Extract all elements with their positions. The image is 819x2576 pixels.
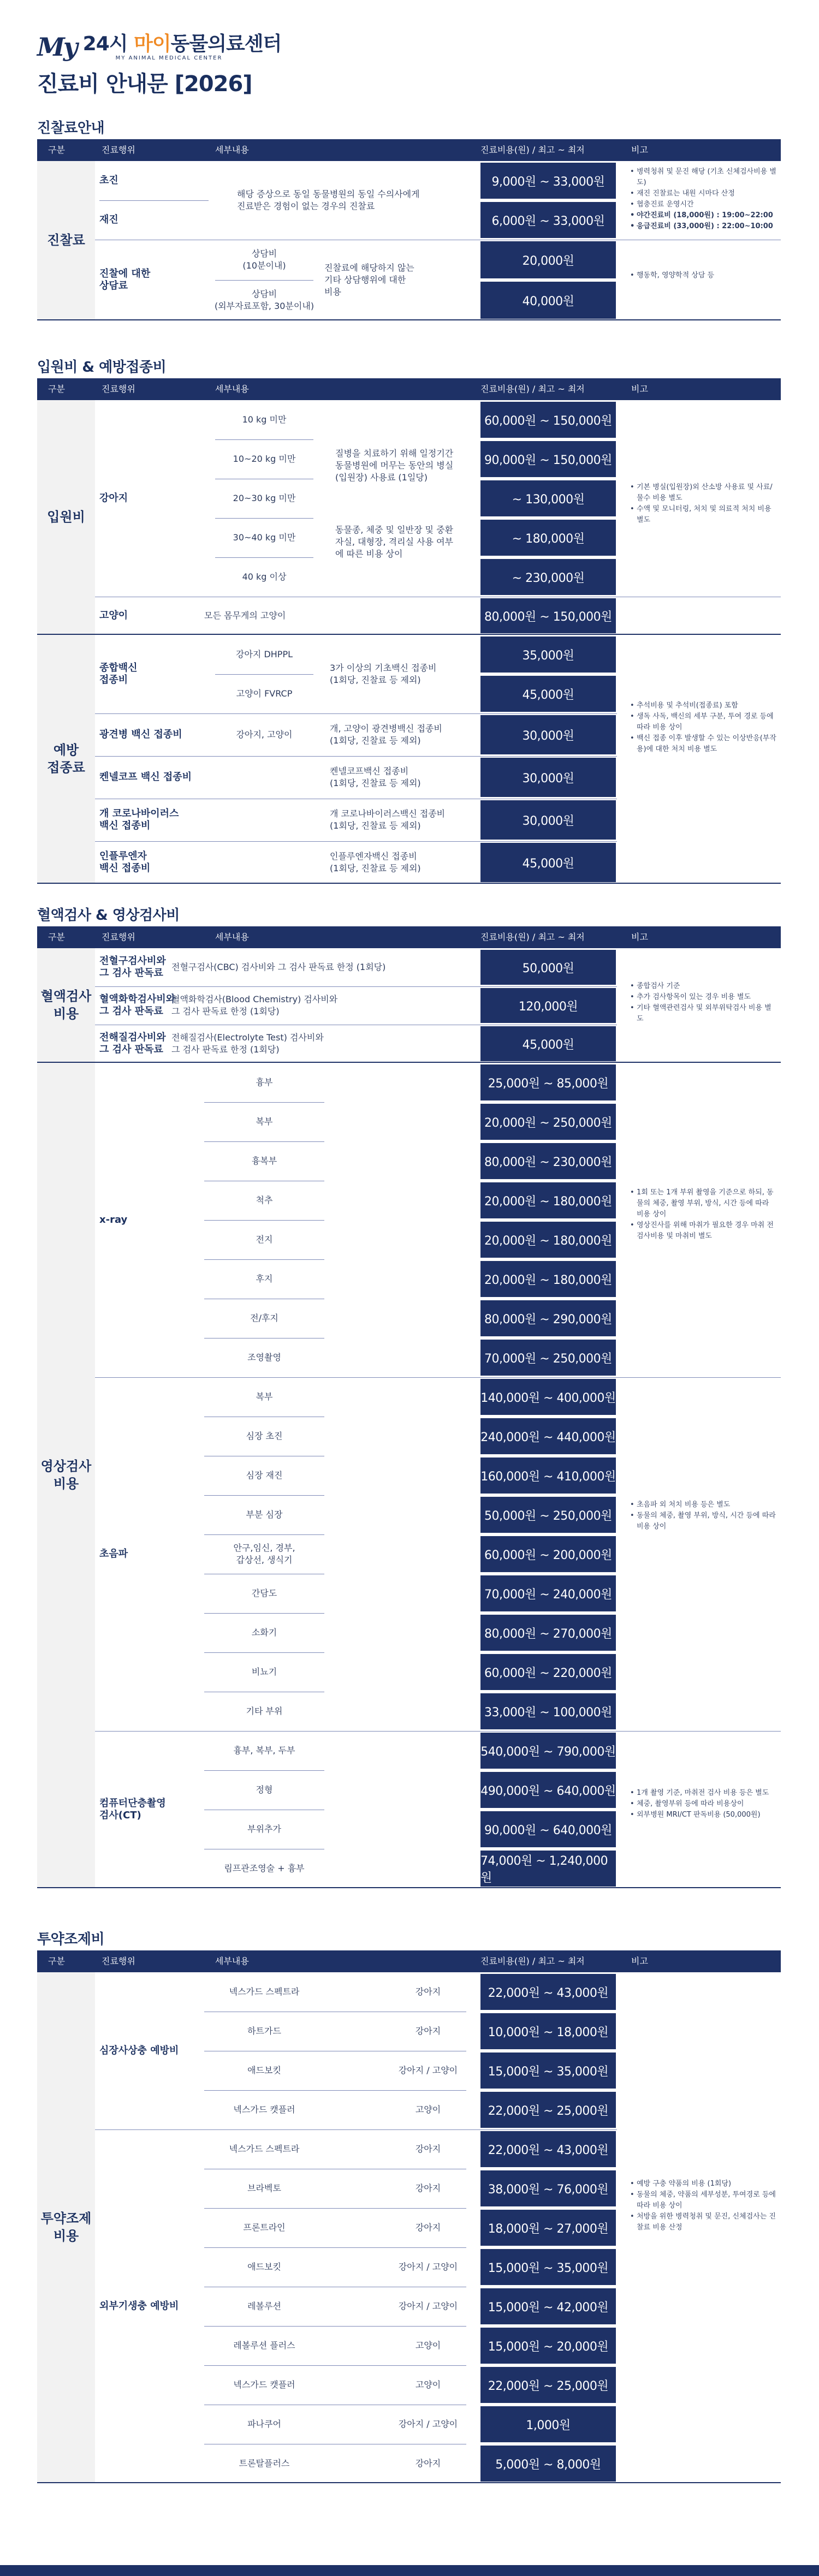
price-dog-1: 90,000원 ~ 150,000원 — [480, 441, 616, 477]
note-blood-item: • 종합검사 기준 — [630, 981, 778, 992]
hospital-name-en: MY ANIMAL MEDICAL CENTER — [115, 55, 223, 61]
act-external: 외부기생충 예방비 — [99, 2300, 179, 2312]
animal-ext-8: 강아지 — [415, 2458, 441, 2468]
price-us-2: 160,000원 ~ 410,000원 — [480, 1457, 616, 1494]
note-ultrasound — [630, 1500, 778, 1532]
sub-ct-0: 흉부, 복부, 두부 — [233, 1745, 295, 1756]
note-blood — [630, 981, 778, 1025]
price-xray-5: 20,000원 ~ 180,000원 — [480, 1261, 616, 1297]
group-consultation-category: 진찰료 — [37, 161, 95, 319]
group-imaging-category: 영상검사 비용 — [37, 1063, 95, 1887]
section-consultation-col-detail: 세부내용 — [215, 145, 249, 155]
detail-counsel: 진찰료에 해당하지 않는 기타 상담행위에 대한 비용 — [324, 263, 414, 297]
sub-us-7: 비뇨기 — [251, 1667, 277, 1677]
note-xray-item: • 영상진사를 위해 마취가 필요한 경우 마취 전 검사비용 및 마취비 별도 — [630, 1220, 778, 1242]
footer-bar — [0, 2565, 819, 2576]
act-xray: x-ray — [99, 1214, 128, 1225]
price-heart-1: 10,000원 ~ 18,000원 — [480, 2013, 616, 2049]
price-us-4: 60,000원 ~ 200,000원 — [480, 1536, 616, 1572]
sub-vaccine-0: 강아지, 고양이 — [236, 729, 293, 740]
group-vaccine — [37, 635, 781, 884]
section-exam-col-price: 진료비용(원) / 최고 ~ 최저 — [480, 932, 585, 942]
section-hospitalization-header — [37, 378, 781, 400]
detail-blood-2: 전해질검사(Electrolyte Test) 검사비와 그 검사 판독료 한정 (1회당) — [171, 1032, 324, 1055]
product-ext-7: 파나쿠어 — [247, 2419, 281, 2429]
act-blood-0: 전혈구검사비와 그 검사 판독료 — [99, 955, 166, 979]
detail-blood-1: 혈액화학검사(Blood Chemistry) 검사비와 그 검사 판독료 한정 (1회당) — [171, 994, 338, 1016]
act-vaccine-0: 광견병 백신 접종비 — [99, 729, 182, 740]
section-medication-col-cat: 구분 — [48, 1956, 65, 1966]
product-ext-4: 레볼루션 — [247, 2301, 281, 2311]
section-consultation-header — [37, 139, 781, 161]
section-consultation-title: 진찰료안내 — [37, 120, 105, 136]
act-revisit: 재진 — [99, 214, 118, 225]
sub-ct-3: 림프관조영술 + 흉부 — [224, 1863, 305, 1873]
animal-ext-5: 고양이 — [415, 2340, 441, 2351]
sub-weight-4: 40 kg 이상 — [242, 572, 287, 582]
price-vaccine-1: 30,000원 — [480, 758, 616, 797]
price-cat: 80,000원 ~ 150,000원 — [480, 598, 616, 633]
sub-xray-2: 흉복부 — [251, 1156, 277, 1166]
price-vaccine-3: 45,000원 — [480, 843, 616, 882]
price-dog-0: 60,000원 ~ 150,000원 — [480, 402, 616, 438]
product-ext-0: 넥스가드 스펙트라 — [229, 2144, 300, 2154]
note-visit-item: • 재진 진찰료는 내원 시마다 산정 — [630, 188, 778, 199]
note-ultrasound-item: • 동물의 체중, 촬영 부위, 방식, 시간 등에 따라 비용 상이 — [630, 1510, 778, 1532]
price-ext-5: 15,000원 ~ 20,000원 — [480, 2328, 616, 2364]
sub-weight-1: 10~20 kg 미만 — [233, 454, 296, 464]
note-ct-item: • 외부병원 MRI/CT 판독비용 (50,000원) — [630, 1810, 778, 1821]
logo — [37, 32, 791, 62]
section-hospitalization-col-detail: 세부내용 — [215, 384, 249, 394]
act-cat: 고양이 — [99, 610, 128, 621]
act-ct: 컴퓨터단층촬영 검사(CT) — [99, 1798, 166, 1821]
detail-cat: 모든 몸무게의 고양이 — [204, 610, 286, 621]
animal-ext-0: 강아지 — [415, 2144, 441, 2154]
price-combo-dog: 35,000원 — [480, 636, 616, 673]
divider-counsel-sub — [215, 280, 313, 281]
price-xray-3: 20,000원 ~ 180,000원 — [480, 1182, 616, 1218]
note-ct-item: • 1개 촬영 기준, 마취전 검사 비용 등은 별도 — [630, 1788, 778, 1799]
note-medication-item: • 처방을 위한 병력청취 및 문진, 신체검사는 진찰료 비용 산정 — [630, 2211, 778, 2233]
product-heart-1: 하트가드 — [247, 2026, 281, 2036]
price-heart-2: 15,000원 ~ 35,000원 — [480, 2053, 616, 2089]
note-visit-item: • 협충진료 운영시간 — [630, 199, 778, 210]
note-visit-item: • 야간진료비 (18,000원) : 19:00~22:00 — [630, 210, 778, 221]
section-hospitalization-col-price: 진료비용(원) / 최고 ~ 최저 — [480, 384, 585, 394]
price-ext-7: 1,000원 — [480, 2406, 616, 2442]
note-xray — [630, 1187, 778, 1242]
sub-xray-3: 척추 — [256, 1195, 273, 1205]
animal-heart-1: 강아지 — [415, 2026, 441, 2036]
section-exam-col-act: 진료행위 — [102, 932, 135, 942]
price-us-1: 240,000원 ~ 440,000원 — [480, 1418, 616, 1454]
divider-weight — [215, 557, 313, 558]
detail-vaccine-3: 인플루엔자백신 접종비 (1회당, 진찰료 등 제외) — [330, 851, 421, 873]
note-counsel-item: • 행동학, 영양학적 상담 등 — [630, 270, 778, 281]
sub-counsel-10min: 상담비 (10분이내) — [242, 248, 286, 271]
animal-ext-6: 고양이 — [415, 2379, 441, 2390]
note-xray-item: • 1회 또는 1개 부위 촬영을 기준으로 하되, 동물의 체중, 촬영 부위, 방식, 시간 등에 따라 비용 상이 — [630, 1187, 778, 1220]
sub-weight-0: 10 kg 미만 — [242, 414, 287, 425]
section-hospitalization-col-note: 비고 — [631, 384, 648, 394]
note-medication-item: • 예방 구충 약품의 비용 (1회당) — [630, 2179, 778, 2190]
price-ext-2: 18,000원 ~ 27,000원 — [480, 2210, 616, 2246]
detail-combo: 3가 이상의 기초백신 접종비 (1회당, 진찰료 등 제외) — [330, 663, 437, 685]
section-medication-header — [37, 1950, 781, 1972]
hospital-name: 24시 마이동물의료센터 — [82, 32, 282, 55]
price-dog-2: ~ 130,000원 — [480, 480, 616, 516]
note-ultrasound-item: • 초음파 외 처치 비용 등은 별도 — [630, 1500, 778, 1510]
section-medication-title: 투약조제비 — [37, 1931, 105, 1948]
price-xray-7: 70,000원 ~ 250,000원 — [480, 1340, 616, 1376]
detail-vaccine-2: 개 코로나바이러스백신 접종비 (1회당, 진찰료 등 제외) — [330, 808, 446, 831]
price-us-7: 60,000원 ~ 220,000원 — [480, 1654, 616, 1690]
price-vaccine-2: 30,000원 — [480, 800, 616, 840]
price-ext-6: 22,000원 ~ 25,000원 — [480, 2367, 616, 2403]
note-blood-item: • 추가 검사항목이 있는 경우 비용 별도 — [630, 992, 778, 1003]
note-visit-item: • 병력청취 및 문진 해당 (기초 신체검사비용 별도) — [630, 166, 778, 188]
act-counsel: 진찰에 대한 상담료 — [99, 268, 151, 291]
note-hospitalization — [630, 482, 778, 526]
act-dog: 강아지 — [99, 492, 128, 504]
product-ext-2: 프론트라인 — [243, 2222, 286, 2233]
section-exam-title: 혈액검사 & 영상검사비 — [37, 907, 180, 924]
price-us-5: 70,000원 ~ 240,000원 — [480, 1575, 616, 1611]
animal-ext-4: 강아지 / 고양이 — [398, 2301, 458, 2311]
sub-ct-2: 부위추가 — [247, 1824, 281, 1834]
act-vaccine-1: 켄넬코프 백신 접종비 — [99, 771, 192, 783]
sub-us-8: 기타 부위 — [246, 1706, 283, 1716]
section-consultation — [37, 117, 781, 320]
price-vaccine-0: 30,000원 — [480, 715, 616, 754]
price-ext-8: 5,000원 ~ 8,000원 — [480, 2446, 616, 2482]
note-visit — [630, 166, 778, 232]
sub-xray-0: 흉부 — [256, 1077, 273, 1087]
section-medication-col-detail: 세부내용 — [215, 1956, 249, 1966]
price-blood-0: 50,000원 — [480, 950, 616, 985]
sub-xray-6: 전/후지 — [250, 1313, 278, 1323]
page-title: 진료비 안내문 [2026] — [37, 72, 252, 97]
note-vaccine-item: • 생독 사독, 백신의 세부 구분, 투여 경로 등에 따라 비용 상이 — [630, 711, 778, 733]
act-vaccine-2: 개 코로나바이러스 백신 접종비 — [99, 808, 179, 831]
section-exam-col-note: 비고 — [631, 932, 648, 942]
section-consultation-col-act: 진료행위 — [102, 145, 135, 155]
section-exam-col-cat: 구분 — [48, 932, 65, 942]
animal-heart-2: 강아지 / 고양이 — [398, 2065, 458, 2075]
sub-us-2: 심장 재진 — [246, 1470, 283, 1480]
group-consultation — [37, 161, 781, 320]
price-us-3: 50,000원 ~ 250,000원 — [480, 1497, 616, 1533]
sub-combo-cat: 고양이 FVRCP — [236, 688, 293, 699]
detail-blood-0: 전혈구검사(CBC) 검사비와 그 검사 판독료 한정 (1회당) — [171, 962, 386, 972]
section-hospitalization-col-act: 진료행위 — [102, 384, 135, 394]
note-hospitalization-item: • 수액 및 모니터링, 처치 및 의료적 처치 비용별도 — [630, 504, 778, 526]
detail-vaccine-0: 개, 고양이 광견병백신 접종비 (1회당, 진찰료 등 제외) — [330, 723, 442, 746]
note-medication-item: • 동물의 체중, 약품의 세부성분, 투여경로 등에 따라 비용 상이 — [630, 2190, 778, 2211]
price-heart-3: 22,000원 ~ 25,000원 — [480, 2092, 616, 2128]
sub-counsel-30min: 상담비 (외부자료포함, 30분이내) — [214, 289, 314, 311]
price-xray-2: 80,000원 ~ 230,000원 — [480, 1143, 616, 1179]
product-heart-0: 넥스가드 스펙트라 — [229, 1986, 300, 1997]
sub-us-3: 부분 심장 — [246, 1509, 283, 1520]
sub-xray-5: 후지 — [256, 1274, 273, 1284]
animal-ext-1: 강아지 — [415, 2183, 441, 2193]
product-ext-6: 넥스가드 캣플러 — [233, 2379, 295, 2390]
divider-weight — [215, 518, 313, 519]
animal-ext-7: 강아지 / 고양이 — [398, 2419, 458, 2429]
sub-us-0: 복부 — [256, 1391, 273, 1402]
section-medication — [37, 1929, 781, 2483]
divider-visit — [99, 200, 209, 201]
group-medication — [37, 1972, 781, 2483]
sub-weight-2: 20~30 kg 미만 — [233, 493, 296, 503]
note-vaccine-item: • 백신 접종 이후 발생할 수 있는 이상반응(부작용)에 대한 처치 비용 별도 — [630, 733, 778, 755]
section-exam-col-detail: 세부내용 — [215, 932, 249, 942]
sub-us-1: 심장 초진 — [246, 1431, 283, 1441]
section-hospitalization-col-cat: 구분 — [48, 384, 65, 394]
price-dog-4: ~ 230,000원 — [480, 559, 616, 595]
act-ultrasound: 초음파 — [99, 1548, 128, 1560]
detail-dog-1: 질병을 치료하기 위해 일정기간 동물병원에 머무는 동안의 병실 (입원장) 사용료 (1일당) — [335, 448, 454, 483]
section-exam-header — [37, 926, 781, 948]
act-blood-1: 혈액화학검사비와 그 검사 판독료 — [99, 993, 176, 1017]
group-hospitalization — [37, 400, 781, 635]
price-ext-3: 15,000원 ~ 35,000원 — [480, 2249, 616, 2285]
price-ct-2: 90,000원 ~ 640,000원 — [480, 1811, 616, 1847]
sub-combo-dog: 강아지 DHPPL — [235, 649, 293, 659]
group-blood — [37, 948, 781, 1063]
animal-heart-3: 고양이 — [415, 2104, 441, 2115]
note-hospitalization-item: • 기본 병실(입원장)외 산소방 사용료 및 사료/물수 비용 별도 — [630, 482, 778, 504]
group-hospitalization-category: 입원비 — [37, 400, 95, 634]
page-header — [37, 32, 791, 98]
price-counsel-10min: 20,000원 — [480, 241, 616, 278]
price-us-6: 80,000원 ~ 270,000원 — [480, 1615, 616, 1651]
note-visit-item: • 응급진료비 (33,000원) : 22:00~10:00 — [630, 221, 778, 232]
sub-xray-4: 전지 — [256, 1234, 273, 1245]
price-ct-3: 74,000원 ~ 1,240,000원 — [480, 1851, 616, 1887]
price-us-8: 33,000원 ~ 100,000원 — [480, 1693, 616, 1729]
price-ext-4: 15,000원 ~ 42,000원 — [480, 2288, 616, 2324]
product-ext-1: 브라벡토 — [247, 2183, 281, 2193]
price-revisit: 6,000원 ~ 33,000원 — [480, 202, 616, 238]
group-medication-category: 투약조제 비용 — [37, 1972, 95, 2482]
product-ext-3: 애드보킷 — [247, 2262, 281, 2272]
group-blood-category: 혈액검사 비용 — [37, 948, 95, 1062]
sub-weight-3: 30~40 kg 미만 — [233, 532, 296, 543]
sub-xray-1: 복부 — [256, 1116, 273, 1127]
act-combo-vaccine: 종합백신 접종비 — [99, 662, 138, 686]
price-xray-6: 80,000원 ~ 290,000원 — [480, 1300, 616, 1336]
price-blood-2: 45,000원 — [480, 1026, 616, 1061]
section-medication-col-act: 진료행위 — [102, 1956, 135, 1966]
section-exam — [37, 905, 781, 1888]
price-ct-0: 540,000원 ~ 790,000원 — [480, 1733, 616, 1769]
note-ct — [630, 1788, 778, 1821]
price-first-visit: 9,000원 ~ 33,000원 — [480, 163, 616, 199]
act-first-visit: 초진 — [99, 175, 118, 186]
section-medication-col-price: 진료비용(원) / 최고 ~ 최저 — [480, 1956, 585, 1966]
detail-dog-2: 동물종, 체중 및 일반장 및 중환 자실, 대형장, 격리실 사용 여부 에 따른 비용 상이 — [335, 525, 453, 559]
price-ct-1: 490,000원 ~ 640,000원 — [480, 1772, 616, 1808]
sub-us-5: 간담도 — [251, 1588, 277, 1598]
price-combo-cat: 45,000원 — [480, 676, 616, 712]
act-heartworm: 심장사상충 예방비 — [99, 2045, 179, 2056]
price-xray-4: 20,000원 ~ 180,000원 — [480, 1222, 616, 1258]
section-hospitalization — [37, 356, 781, 884]
price-counsel-30min: 40,000원 — [480, 282, 616, 319]
price-xray-1: 20,000원 ~ 250,000원 — [480, 1104, 616, 1140]
section-consultation-col-note: 비고 — [631, 145, 648, 155]
sub-us-4: 안구,임신, 경부, 갑상선, 생식기 — [233, 1543, 295, 1565]
note-blood-item: • 기타 혈액관련검사 및 외부위탁검사 비용 별도 — [630, 1003, 778, 1025]
product-heart-2: 애드보킷 — [247, 2065, 281, 2075]
section-consultation-col-price: 진료비용(원) / 최고 ~ 최저 — [480, 145, 585, 155]
note-counsel — [630, 270, 778, 281]
logo-mark: My — [37, 32, 76, 62]
note-vaccine — [630, 700, 778, 755]
detail-vaccine-1: 켄넬코프백신 접종비 (1회당, 진찰료 등 제외) — [330, 766, 421, 788]
price-dog-3: ~ 180,000원 — [480, 520, 616, 556]
act-blood-2: 전해질검사비와 그 검사 판독료 — [99, 1032, 166, 1055]
detail-visit: 해당 증상으로 동일 동물병원의 동일 수의사에게 진료받은 경험이 없는 경우의 진찰료 — [237, 189, 420, 211]
product-ext-5: 레볼루션 플러스 — [233, 2340, 295, 2351]
note-ct-item: • 체중, 촬영부위 등에 따라 비용상이 — [630, 1799, 778, 1810]
product-ext-8: 트론탈플러스 — [239, 2458, 290, 2468]
act-vaccine-3: 인플루엔자 백신 접종비 — [99, 850, 151, 874]
price-ext-1: 38,000원 ~ 76,000원 — [480, 2170, 616, 2206]
note-vaccine-item: • 추석비용 및 추석비(접종료) 포함 — [630, 700, 778, 711]
note-medication — [630, 2179, 778, 2233]
group-imaging — [37, 1063, 781, 1888]
price-us-0: 140,000원 ~ 400,000원 — [480, 1379, 616, 1415]
animal-heart-0: 강아지 — [415, 1986, 441, 1997]
group-vaccine-category: 예방 접종료 — [37, 635, 95, 883]
price-ext-0: 22,000원 ~ 43,000원 — [480, 2131, 616, 2167]
price-heart-0: 22,000원 ~ 43,000원 — [480, 1974, 616, 2010]
animal-ext-2: 강아지 — [415, 2222, 441, 2233]
product-heart-3: 넥스가드 캣플러 — [233, 2104, 295, 2115]
divider-weight — [215, 439, 313, 440]
section-medication-col-note: 비고 — [631, 1956, 648, 1966]
sub-ct-1: 정형 — [256, 1784, 273, 1795]
price-blood-1: 120,000원 — [480, 988, 616, 1023]
section-hospitalization-title: 입원비 & 예방접종비 — [37, 359, 167, 376]
section-consultation-col-cat: 구분 — [48, 145, 65, 155]
sub-us-6: 소화기 — [251, 1627, 277, 1638]
sub-xray-7: 조영촬영 — [247, 1352, 281, 1363]
divider-combo — [215, 674, 313, 675]
price-xray-0: 25,000원 ~ 85,000원 — [480, 1064, 616, 1100]
animal-ext-3: 강아지 / 고양이 — [398, 2262, 458, 2272]
